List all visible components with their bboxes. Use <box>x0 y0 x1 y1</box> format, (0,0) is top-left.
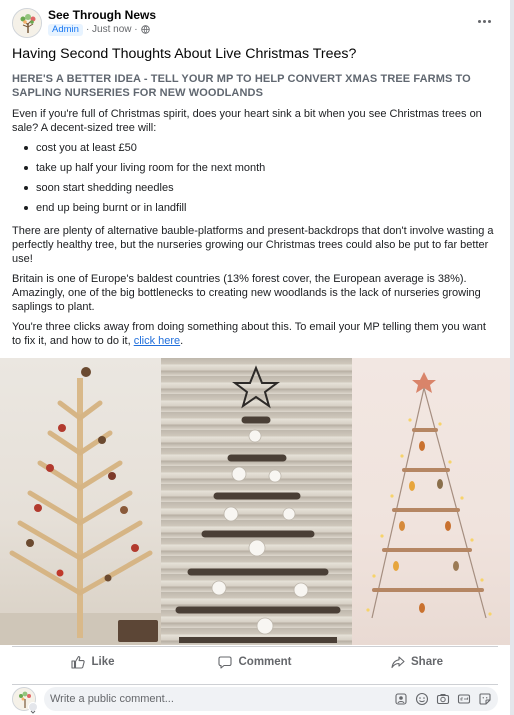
emoji-icon[interactable] <box>415 692 429 706</box>
post-image[interactable] <box>0 358 510 645</box>
post-actions-bar <box>12 646 498 676</box>
post-content <box>12 46 498 354</box>
cta-end: . <box>180 335 184 347</box>
list-item: take up half your living room for the next month <box>12 161 498 181</box>
list-item: end up being burnt or in landfill <box>12 201 498 221</box>
avatar-sticker-icon[interactable] <box>394 692 408 706</box>
list-item: soon start shedding needles <box>12 181 498 201</box>
post-paragraph-cta <box>12 320 498 348</box>
rope-tree-illustration <box>352 358 510 645</box>
comment-box <box>44 687 498 711</box>
comment-button[interactable] <box>174 647 336 676</box>
like-label: Like <box>91 655 115 668</box>
admin-badge: Admin <box>48 24 83 36</box>
chevron-down-icon[interactable] <box>28 702 38 712</box>
comment-composer <box>12 684 498 710</box>
image-panel-rope-tree <box>352 358 510 645</box>
camera-icon[interactable] <box>436 692 450 706</box>
comment-input[interactable] <box>50 687 380 711</box>
page-avatar[interactable] <box>12 8 42 38</box>
sticker-icon[interactable] <box>478 692 492 706</box>
comment-tools <box>394 692 492 706</box>
cta-text: You're three clicks away from doing something about this. To email your MP telling them you want to fix it, and how to do it, <box>12 321 486 347</box>
image-panel-wooden-tree <box>0 358 161 645</box>
post-paragraph-alternatives: There are plenty of alternative bauble-platforms and present-backdrops that don't involve wasting a perfectly healthy tree, but the nurseries growing our Christmas trees could also be put to far better use! <box>12 225 494 265</box>
page-name[interactable]: See Through News <box>48 8 157 22</box>
list-item: cost you at least £50 <box>12 141 498 161</box>
more-icon <box>478 20 481 23</box>
driftwood-tree-illustration <box>161 358 352 645</box>
comment-icon <box>218 655 232 669</box>
share-label: Share <box>411 655 443 668</box>
click-here-link[interactable]: click here <box>133 335 181 347</box>
share-icon <box>391 655 405 669</box>
more-options-button[interactable] <box>474 13 494 29</box>
wooden-tree-illustration <box>0 358 161 645</box>
meta-separator: · <box>131 24 138 35</box>
post-subtitle: HERE'S A BETTER IDEA - TELL YOUR MP TO HELP CONVERT XMAS TREE FARMS TO SAPLING NURSERIES FOR NEW WOODLANDS <box>12 73 471 99</box>
share-button[interactable] <box>336 647 498 676</box>
like-icon <box>71 655 85 669</box>
window-edge <box>510 0 514 715</box>
post-title: Having Second Thoughts About Live Christmas Trees? <box>12 46 357 62</box>
like-button[interactable] <box>12 647 174 676</box>
bullet-list <box>12 141 498 221</box>
image-panel-driftwood-tree <box>161 358 352 645</box>
meta-separator: · <box>85 24 93 35</box>
post-timestamp[interactable]: Just now <box>92 24 132 35</box>
globe-icon[interactable] <box>141 25 150 34</box>
post-meta <box>48 23 150 36</box>
post-paragraph-forest: Britain is one of Europe's baldest countries (13% forest cover, the European average is 38%). Amazingly, one of the big bottlenecks to creating new woodlands is the lack of nurseries growing saplings to plant. <box>12 273 481 313</box>
comment-label: Comment <box>238 655 292 668</box>
post-intro: Even if you're full of Christmas spirit, does your heart sink a bit when you see Christmas trees on sale? A decent-sized tree will: <box>12 108 482 134</box>
gif-icon[interactable] <box>457 692 471 706</box>
post-header <box>12 8 498 40</box>
